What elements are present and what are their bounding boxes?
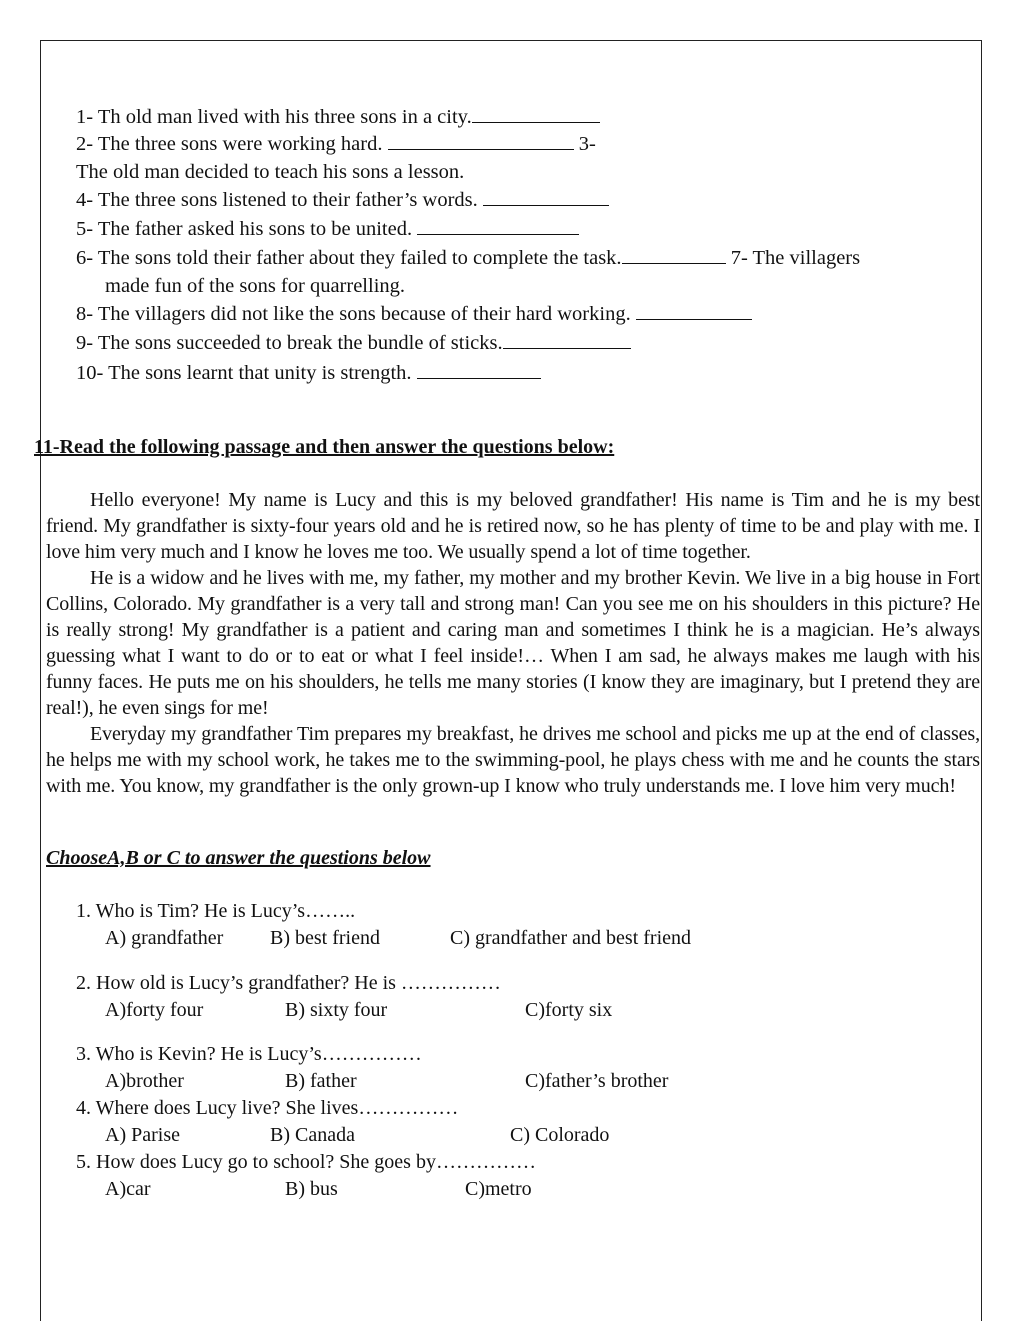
statement-9: 9- The sons succeeded to break the bundle of sticks.: [76, 330, 631, 356]
option-b[interactable]: B) sixty four: [285, 999, 388, 1021]
question-2: 2. How old is Lucy’s grandfather? He is ……………: [76, 972, 501, 994]
choose-heading: ChooseA,B or C to answer the questions below: [46, 847, 431, 869]
option-a[interactable]: A)car: [105, 1178, 151, 1200]
statement-5: 5- The father asked his sons to be united.: [76, 216, 579, 242]
answer-blank[interactable]: [636, 301, 752, 320]
answer-blank[interactable]: [472, 104, 600, 123]
passage-paragraph: Hello everyone! My name is Lucy and this is my beloved grandfather! His name is Tim and he is my best friend. My grandfather is sixty-four years old and he is retired now, so he has plenty of time to be and play with me. I love him very much and I know he loves me too. We usually spend a lot of time together.: [46, 489, 980, 563]
option-c[interactable]: C) grandfather and best friend: [450, 927, 692, 949]
option-a[interactable]: A)brother: [105, 1070, 184, 1092]
statement-6: 6- The sons told their father about they failed to complete the task. 7- The villagers: [76, 247, 861, 269]
option-c[interactable]: C)metro: [465, 1178, 532, 1200]
option-b[interactable]: B) father: [285, 1070, 357, 1092]
statement-1: 1- Th old man lived with his three sons in a city.: [76, 104, 600, 130]
statement-10: 10- The sons learnt that unity is strength.: [76, 360, 541, 386]
option-a[interactable]: A) Parise: [105, 1124, 180, 1146]
statement-8: 8- The villagers did not like the sons because of their hard working.: [76, 301, 752, 327]
answer-blank[interactable]: [417, 360, 541, 379]
option-b[interactable]: B) bus: [285, 1178, 338, 1200]
option-a[interactable]: A) grandfather: [105, 927, 224, 949]
reading-passage: [46, 487, 980, 799]
option-c[interactable]: C)father’s brother: [525, 1070, 669, 1092]
option-c[interactable]: C)forty six: [525, 999, 613, 1021]
passage-paragraph: He is a widow and he lives with me, my father, my mother and my brother Kevin. We live in a big house in Fort Collins, Colorado. My grandfather is a very tall and strong man! Can you see me on his shoulders in this picture? He is really strong! My grandfather is a patient and caring man and sometimes I think he is a magician. He’s always guessing what I want to do or to eat or what I feel inside!… When I am sad, he always makes me laugh with his funny faces. He puts me on his shoulders, he tells me many stories (I know they are imaginary, but I pretend they are real!), he even sings for me!: [46, 567, 980, 719]
statement-7: made fun of the sons for quarrelling.: [105, 275, 406, 297]
section-heading: 11-Read the following passage and then answer the questions below:: [34, 436, 615, 458]
statement-4: 4- The three sons listened to their father’s words.: [76, 187, 609, 213]
option-b[interactable]: B) Canada: [270, 1124, 355, 1146]
question-5: 5. How does Lucy go to school? She goes by……………: [76, 1151, 536, 1173]
answer-blank[interactable]: [503, 330, 631, 349]
question-4: 4. Where does Lucy live? She lives……………: [76, 1097, 459, 1119]
option-a[interactable]: A)forty four: [105, 999, 204, 1021]
question-1: 1. Who is Tim? He is Lucy’s……..: [76, 900, 356, 922]
question-3: 3. Who is Kevin? He is Lucy’s……………: [76, 1043, 422, 1065]
statement-3: The old man decided to teach his sons a lesson.: [76, 161, 465, 183]
answer-blank[interactable]: [388, 131, 574, 150]
statement-2: 2- The three sons were working hard. 3-: [76, 133, 596, 155]
option-c[interactable]: C) Colorado: [510, 1124, 610, 1146]
passage-paragraph: Everyday my grandfather Tim prepares my breakfast, he drives me school and picks me up at the end of classes, he helps me with my school work, he takes me to the swimming-pool, he plays chess with me and he counts the stars with me. You know, my grandfather is the only grown-up I know who truly understands me. I love him very much!: [46, 723, 980, 797]
option-b[interactable]: B) best friend: [270, 927, 380, 949]
answer-blank[interactable]: [483, 187, 609, 206]
answer-blank[interactable]: [622, 245, 726, 264]
answer-blank[interactable]: [417, 216, 579, 235]
